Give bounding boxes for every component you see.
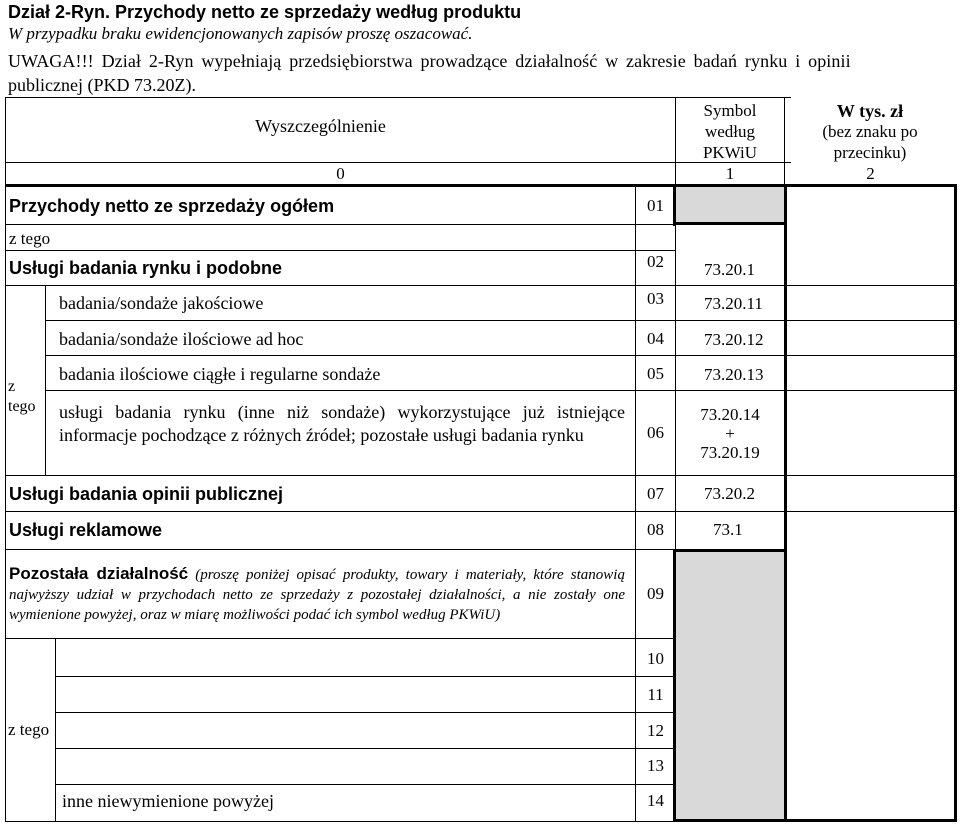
- col-number-2: 2: [866, 164, 875, 183]
- row-01-num: 01: [647, 196, 664, 215]
- row-06-label: usługi badania rynku (inne niż sondaże) wykorzystujące już istniejące informacje pochodzące z różnych źródeł; pozostałe usługi badania rynku: [59, 402, 625, 445]
- col-header-symbol-1: Symbol: [703, 101, 757, 120]
- ztego-mid-divider: [45, 285, 46, 475]
- col-header-value-2: (bez znaku po: [822, 122, 918, 141]
- row-03-num: 03: [647, 289, 664, 308]
- row-07-label: Usługi badania opinii publicznej: [9, 484, 284, 504]
- row-05-symbol: 73.20.13: [704, 365, 764, 384]
- row-02-symbol: 73.20.1: [704, 260, 755, 279]
- section-title: Dział 2-Ryn. Przychody netto ze sprzedaży według produktu: [8, 2, 522, 22]
- row-13-num: 13: [647, 756, 664, 775]
- ztego-label-mid-1: z: [8, 378, 16, 395]
- section-subtitle: W przypadku braku ewidencjonowanych zapisów proszę oszacować.: [8, 24, 473, 43]
- table-bottom-thick: [673, 819, 957, 822]
- row-14-label: inne niewymienione powyżej: [62, 791, 274, 811]
- row-08-label: Usługi reklamowe: [9, 520, 163, 540]
- row01-bottom-thick: [673, 222, 787, 225]
- row-09-num: 09: [647, 584, 664, 603]
- value-input-04[interactable]: [787, 321, 954, 355]
- value-input-08-14[interactable]: [787, 512, 954, 819]
- row-sep-01: [5, 224, 675, 225]
- row-09-label-rest: (proszę poniżej opisać produkty, towary i materiały, które stanowią najwyższy udział w przychodach netto ze sprzedaży z pozostałej działalności, a nie zostały one wymienione powyżej, oraz w miarę możliwości podać ich symbol według PKWiU): [9, 567, 625, 623]
- value-input-01[interactable]: [787, 187, 954, 285]
- description-input-12[interactable]: [56, 713, 635, 748]
- row-sep-ztego: [5, 250, 675, 251]
- row-08-symbol: 73.1: [713, 520, 743, 539]
- description-input-13[interactable]: [56, 749, 635, 784]
- table-right-border: [954, 184, 957, 822]
- value-input-05[interactable]: [787, 356, 954, 390]
- row09-top-thick: [673, 549, 787, 552]
- col-number-1: 1: [725, 164, 735, 183]
- col-header-value-1: W tys. zł: [836, 101, 904, 121]
- shaded-cell-09-14: [676, 551, 784, 821]
- description-input-10[interactable]: [56, 639, 635, 676]
- row-06-symbol-1: 73.20.14: [700, 405, 760, 424]
- row-07-symbol: 73.20.2: [704, 484, 755, 503]
- row-sep-08: [5, 549, 675, 550]
- row-03-label: badania/sondaże jakościowe: [59, 293, 264, 313]
- col-header-value-3: przecinku): [833, 143, 907, 162]
- row-09-label: [9, 564, 625, 625]
- row-02-label: Usługi badania rynku i podobne: [9, 258, 283, 278]
- table-top-rule: [5, 97, 791, 98]
- warning-line-1: UWAGA!!! Dział 2-Ryn wypełniają przedsiębiorstwa prowadzące działalność w zakresie badań rynku i opinii: [8, 51, 851, 71]
- value-input-06[interactable]: [787, 391, 954, 475]
- warning-line-2: publicznej (PKD 73.20Z).: [8, 75, 196, 95]
- row-10-num: 10: [647, 649, 664, 668]
- row-05-num: 05: [647, 364, 664, 383]
- col-number-0: 0: [336, 164, 345, 183]
- row-07-num: 07: [647, 484, 664, 503]
- header-rule: [5, 162, 791, 163]
- col-header-symbol-2: według: [704, 122, 756, 141]
- table-bottom-rule: [5, 821, 675, 822]
- row-08-num: 08: [647, 520, 664, 539]
- row-03-symbol: 73.20.11: [704, 294, 763, 313]
- col-header-description: Wyszczególnienie: [255, 116, 386, 136]
- ztego-label-top: z tego: [9, 229, 51, 248]
- row-09-label-bold: Pozostała działalność: [9, 564, 189, 583]
- row-06-symbol-3: 73.20.19: [700, 443, 760, 462]
- ztego-label-bottom: z tego: [8, 720, 50, 739]
- row-04-symbol: 73.20.12: [704, 330, 764, 349]
- row-14-num: 14: [647, 791, 664, 810]
- row-06-symbol-2: +: [725, 424, 735, 443]
- row-05-label: badania ilościowe ciągłe i regularne sondaże: [59, 364, 381, 384]
- value-input-03[interactable]: [787, 286, 954, 320]
- row-04-num: 04: [647, 329, 664, 348]
- row-02-num: 02: [647, 252, 664, 271]
- shaded-cell-01: [676, 186, 784, 224]
- row-01-label: Przychody netto ze sprzedaży ogółem: [9, 196, 335, 216]
- ztego-label-mid-2: tego: [8, 398, 36, 415]
- row-sep-13: [55, 784, 675, 785]
- row-06-num: 06: [647, 423, 664, 442]
- col-header-symbol-3: PKWiU: [702, 143, 758, 162]
- description-input-11[interactable]: [56, 677, 635, 712]
- value-input-07[interactable]: [787, 476, 954, 511]
- row-04-label: badania/sondaże ilościowe ad hoc: [59, 329, 304, 349]
- row-12-num: 12: [647, 721, 664, 740]
- table-left-border: [5, 97, 6, 821]
- row-11-num: 11: [647, 685, 664, 704]
